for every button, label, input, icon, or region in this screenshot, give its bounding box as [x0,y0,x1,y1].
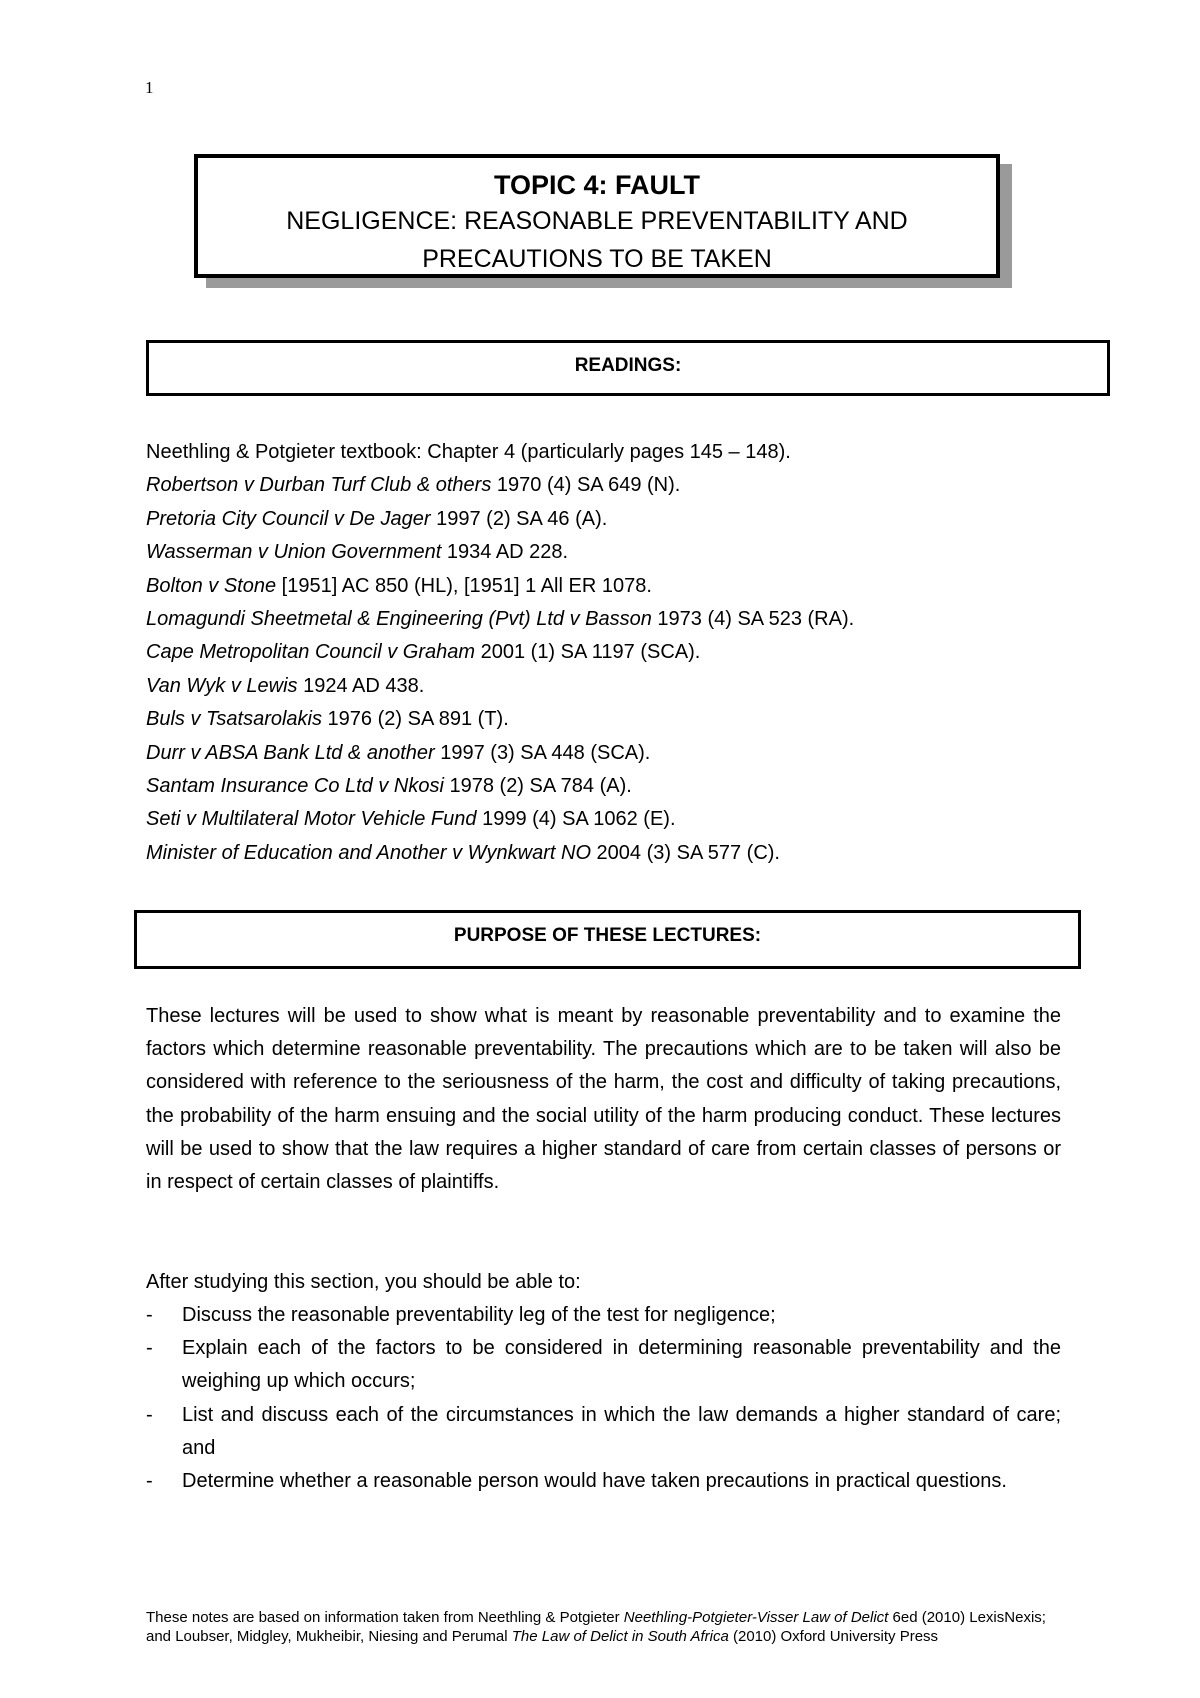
case-citation: 1999 (4) SA 1062 (E). [476,808,676,831]
bullet-dash: - [146,1403,153,1426]
case-citation: 1924 AD 438. [297,674,425,697]
objective-text: Discuss the reasonable preventability leg of the test for negligence; [182,1304,776,1326]
readings-list [146,436,1106,870]
purpose-paragraph: These lectures will be used to show what is meant by reasonable preventability and to examine the factors which determine reasonable preventability. The precautions which are to be taken will also be considered with reference to the seriousness of the harm, the cost and difficulty of taking precautions, the probability of the harm ensuing and the social utility of the harm producing conduct. These lectures will be used to show that the law requires a higher standard of care from certain classes of persons or in respect of certain classes of plaintiffs. [146,1005,1061,1194]
objective-text: Determine whether a reasonable person would have taken precautions in practical questions. [182,1470,1007,1493]
topic-title: TOPIC 4: FAULT [493,170,700,200]
objective-item [146,1399,1061,1465]
case-name: Bolton v Stone [146,574,277,597]
reading-item [146,469,1106,502]
case-citation: 1934 AD 228. [441,541,569,564]
objective-text: Explain each of the factors to be considered in determining reasonable preventability and the weighing up which occurs; [182,1337,1061,1393]
footnote-text: (2010) Oxford University Press [728,1628,939,1645]
reading-item [146,570,1106,603]
reading-item [146,803,1106,836]
topic-subtitle-line-1: NEGLIGENCE: REASONABLE PREVENTABILITY AND [286,207,908,235]
case-citation: 1997 (2) SA 46 (A). [430,507,608,530]
objective-item [146,1332,1061,1398]
reading-item [146,837,1106,870]
reading-item [146,770,1106,803]
objectives-intro: After studying this section, you should be able to: [146,1271,581,1293]
case-name: Robertson v Durban Turf Club & others [146,474,492,497]
page-number: 1 [145,78,154,97]
footnote-book-title: The Law of Delict in South Africa [511,1628,729,1645]
case-citation: 1976 (2) SA 891 (T). [322,708,509,731]
footnote-book-title: Neethling-Potgieter-Visser Law of Delict [623,1609,889,1626]
bullet-dash: - [146,1470,153,1493]
footnote-text: These notes are based on information taken from Neethling & Potgieter [146,1609,624,1626]
reading-item [146,603,1106,636]
title-box [194,154,1000,278]
topic-subtitle-line-2: PRECAUTIONS TO BE TAKEN [422,245,772,273]
case-name: Buls v Tsatsarolakis [146,708,322,731]
bullet-dash: - [146,1337,153,1360]
readings-heading-box [146,340,1110,396]
case-name: Wasserman v Union Government [146,541,442,564]
reading-item [146,536,1106,569]
case-name: Durr v ABSA Bank Ltd & another [146,741,435,764]
footnote-text: 6ed (2010) LexisNexis; and Loubser, Midgley, Mukheibir, Niesing and Perumal [146,1609,1046,1645]
objective-item [146,1465,1061,1498]
bullet-dash: - [146,1304,153,1326]
case-citation: 1973 (4) SA 523 (RA). [651,608,855,631]
purpose-heading: PURPOSE OF THESE LECTURES: [453,925,762,946]
objectives-list [146,1299,1061,1498]
case-citation: 2001 (1) SA 1197 (SCA). [475,641,701,664]
case-citation: 1978 (2) SA 784 (A). [443,775,632,798]
reading-item [146,737,1106,770]
case-citation: 1997 (3) SA 448 (SCA). [434,741,651,764]
case-citation: [1951] AC 850 (HL), [1951] 1 All ER 1078. [276,574,652,597]
case-citation: 1970 (4) SA 649 (N). [491,474,681,497]
objective-text: List and discuss each of the circumstances in which the law demands a higher standard of care; and [182,1403,1061,1459]
case-name: Seti v Multilateral Motor Vehicle Fund [146,808,477,831]
case-name: Van Wyk v Lewis [146,674,298,697]
case-name: Pretoria City Council v De Jager [146,507,431,530]
objective-item [146,1299,1061,1332]
reading-item [146,670,1106,703]
reading-item [146,636,1106,669]
footnote [146,1608,1061,1646]
case-name: Cape Metropolitan Council v Graham [146,641,476,664]
reading-item [146,703,1106,736]
reading-item [146,436,1106,469]
case-citation: 2004 (3) SA 577 (C). [591,841,780,864]
case-name: Lomagundi Sheetmetal & Engineering (Pvt) Ltd v Basson [146,608,652,631]
purpose-heading-box [134,910,1081,969]
case-name: Minister of Education and Another v Wynkwart NO [146,841,591,864]
reading-item [146,503,1106,536]
case-citation: Neethling & Potgieter textbook: Chapter 4 (particularly pages 145 – 148). [146,441,791,463]
case-name: Santam Insurance Co Ltd v Nkosi [146,775,444,798]
readings-heading: READINGS: [574,355,682,376]
